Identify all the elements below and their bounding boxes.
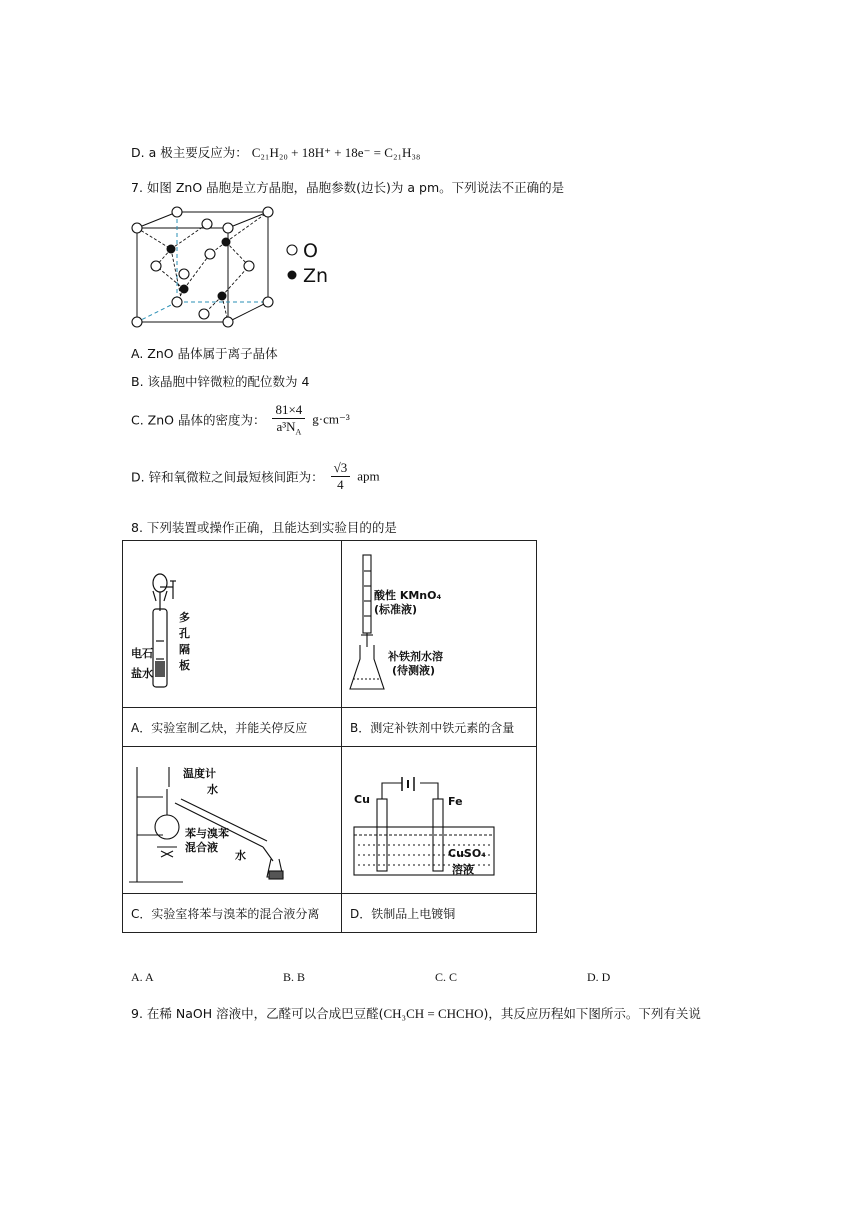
q6-option-d-label: D. a 极主要反应为： [131,145,248,160]
q8-answer-a: A. A [131,970,154,984]
electroplating-apparatus-diagram [342,747,536,893]
q8-caption-c: C．实验室将苯与溴苯的混合液分离 [123,894,342,933]
legend-zn-label: Zn [303,265,329,287]
apparatus-b-label-1: 酸性 KMnO₄ [374,589,442,602]
q7-option-d-fraction [331,460,351,493]
q7-option-b: B. 该晶胞中锌微粒的配位数为 4 [131,374,310,389]
q8-answer-c: C. C [435,970,458,984]
apparatus-a-label-1: 多 [179,611,190,624]
apparatus-d-label-solution: 溶液 [452,863,474,876]
q7-option-c-fraction [272,402,305,437]
q7-option-d-unit: apm [357,468,380,484]
apparatus-b-label-4: (待测液) [392,664,436,677]
apparatus-a-label-4: 板 [179,659,190,672]
q8-answer-b: B. B [283,970,306,984]
acetylene-apparatus-diagram [123,541,341,707]
q8-cell-b-image [342,541,537,708]
q6-option-d [131,143,420,161]
q8-caption-d: D．铁制品上电镀铜 [342,894,537,933]
apparatus-a-label-5: 电石 [131,647,153,660]
q6-option-d-equation: C₂₁H₂₀ + 18H⁺ + 18e⁻ = C₂₁H₃₈ [251,145,421,160]
apparatus-d-label-fe: Fe [448,795,463,808]
q8-options-table [122,540,537,933]
q8-cell-a-image [123,541,342,708]
q9-stem-suffix: )，其反应历程如下图所示。下列有关说 [483,1006,701,1021]
q7-option-d [131,460,380,502]
o-legend-icon [287,245,297,255]
q7-option-c-numerator: 81×4 [272,402,305,419]
q7-option-a: A. ZnO 晶体属于离子晶体 [131,346,278,361]
distillation-apparatus-diagram [123,747,341,893]
q7-option-c [131,402,350,442]
apparatus-b-label-3: 补铁剂水溶 [388,650,443,663]
titration-apparatus-diagram [342,541,536,707]
q8-caption-a: A．实验室制乙炔，并能关停反应 [123,708,342,747]
apparatus-c-label-2: 水 [207,783,218,796]
apparatus-b-label-2: (标准液) [374,603,418,616]
q9-stem [131,1004,701,1022]
apparatus-a-label-2: 孔 [179,627,190,640]
q8-stem: 8. 下列装置或操作正确，且能达到实验目的的是 [131,520,397,535]
apparatus-c-label-3: 苯与溴苯 [185,827,229,840]
apparatus-c-label-4: 混合液 [185,841,218,854]
apparatus-c-label-1: 温度计 [183,767,216,780]
q8-cell-d-image [342,747,537,894]
q8-caption-b: B．测定补铁剂中铁元素的含量 [342,708,537,747]
q7-option-d-prefix: D. 锌和氧微粒之间最短核间距为： [131,469,324,485]
apparatus-c-label-5: 水 [235,849,246,862]
q7-option-c-den-sub: A [295,427,302,437]
q9-stem-formula: CH₃CH = CHCHO [383,1006,484,1021]
q7-option-c-unit: g·cm⁻³ [312,411,350,427]
q8-answer-d: D. D [587,970,611,984]
apparatus-a-label-3: 隔 [179,643,190,656]
q7-option-c-denominator: a³N [276,419,296,434]
q9-stem-prefix: 9. 在稀 NaOH 溶液中，乙醛可以合成巴豆醛( [131,1006,384,1021]
apparatus-d-label-cu: Cu [354,793,370,806]
q8-cell-c-image [123,747,342,894]
q7-option-d-numerator: √3 [331,460,351,477]
zn-legend-icon [288,271,297,280]
q7-stem: 7. 如图 ZnO 晶胞是立方晶胞，晶胞参数(边长)为 a pm。下列说法不正确的是 [131,180,565,195]
q7-option-c-prefix: C. ZnO 晶体的密度为： [131,412,266,428]
q7-option-d-denominator: 4 [337,477,344,492]
legend-o-label: O [303,240,318,262]
apparatus-d-label-cuso4: CuSO₄ [448,847,486,860]
apparatus-a-label-6: 盐水 [131,667,153,680]
